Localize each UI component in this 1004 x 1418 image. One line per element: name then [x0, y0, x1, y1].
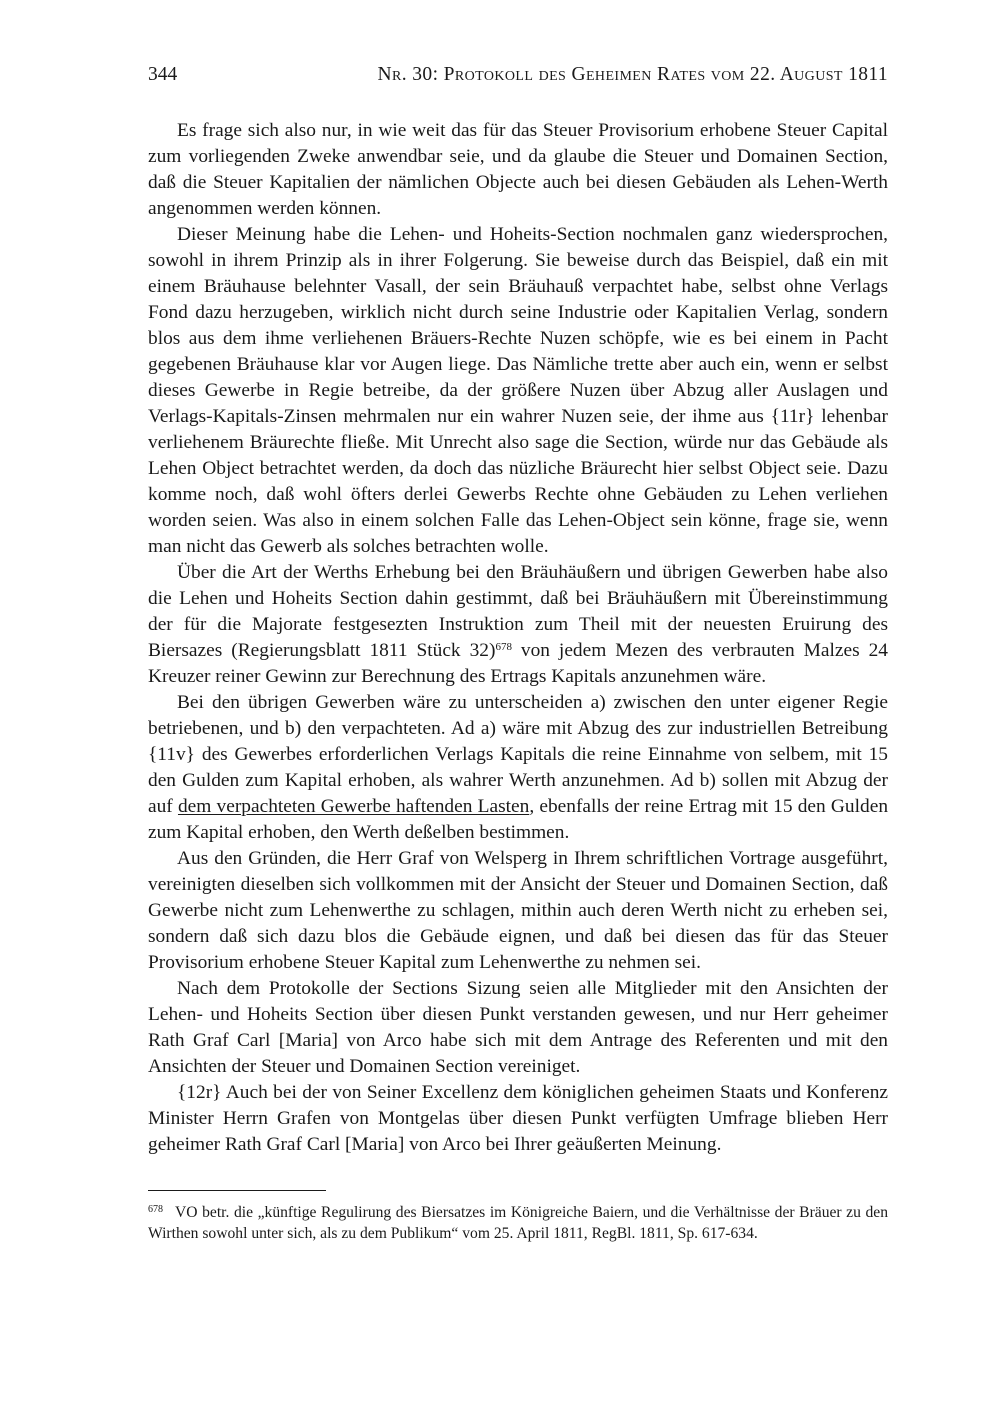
footnote-reference: 678 — [495, 641, 512, 653]
running-title: Nr. 30: Protokoll des Geheimen Rates vom 22. August 1811 — [377, 64, 888, 85]
body-text — [148, 118, 888, 1158]
paragraph-4-text-b: , ebenfalls der reine Ertrag mit 15 den Gulden zum Kapital erhoben, den Werth deßelben bestimmen. — [148, 796, 889, 843]
paragraph-5: Aus den Gründen, die Herr Graf von Welsperg in Ihrem schriftlichen Vortrage ausgeführt, vereinigten dieselben sich vollkommen mit der Ansicht der Steuer und Domainen Section, daß Gewerbe nicht zum Lehenwerthe zu schlagen, mithin auch deren Werth nicht zu erheben sei, sondern daß sich dazu blos die Gebäude eignen, und daß bei diesen das für das Steuer Provisorium erhobene Steuer Kapital zum Lehenwerthe zu nehmen sei. — [148, 848, 888, 973]
page-header — [148, 64, 888, 94]
paragraph-7: {12r} Auch bei der von Seiner Excellenz dem königlichen geheimen Staats und Konferenz Minister Herrn Grafen von Montgelas über diesen Punkt verfügten Umfrage blieben Herr geheimer Rath Graf Carl [Maria] von Arco bei Ihrer geäußerten Meinung. — [148, 1082, 888, 1155]
paragraph-2: Dieser Meinung habe die Lehen- und Hoheits-Section nochmalen ganz wiedersprochen, sowohl in ihrem Prinzip als in ihrer Folgerung. Sie beweise durch das Beispiel, daß ein mit einem Bräuhause belehnter Vasall, der sein Bräuhauß verpachtet habe, selbst ohne Verlags Fond dazu herzugeben, wirklich nicht durch seine Industrie oder Kapitalien Verlag, sondern blos aus dem ihme verliehenen Bräuers-Rechte Nuzen schöpfe, wie es bei einem in Pacht gegebenen Bräuhause klar vor Augen liege. Das Nämliche trette aber auch ein, wenn er selbst dieses Gewerbe in Regie betreibe, da der größere Nuzen über Abzug aller Auslagen und Verlags-Kapitals-Zinsen mehrmalen nur ein wahrer Nuzen seie, der ihme aus {11r} lehenbar verliehenem Bräurechte fließe. Mit Unrecht also sage die Section, würde nur das Gebäude als Lehen Object betrachtet werden, da doch das nüzliche Bräurecht hier selbst Object seie. Dazu komme noch, daß wohl öfters derlei Gewerbs Rechte ohne Gebäuden zu Lehen verliehen worden seien. Was also in einem solchen Falle das Lehen-Object sein könne, frage sie, wenn man nicht das Gewerb als solches betrachten wolle. — [148, 224, 888, 557]
paragraph-3 — [148, 560, 888, 690]
footnote-number: 678 — [148, 1204, 163, 1215]
page-number: 344 — [148, 64, 178, 85]
underlined-phrase: dem verpachteten Gewerbe haftenden Lasten — [177, 796, 530, 817]
paragraph-1: Es frage sich also nur, in wie weit das für das Steuer Provisorium erhobene Steuer Capital zum vorliegenden Zweke anwendbar seie, und da glaube die Steuer und Domainen Section, daß die Steuer Kapitalien der nämlichen Objecte auch bei diesen Gebäuden als Lehen-Werth angenommen werden können. — [148, 120, 888, 219]
paragraph-4 — [148, 690, 888, 846]
paragraph-3-text-b: von jedem Mezen des verbrauten Malzes 24 Kreuzer reiner Gewinn zur Berechnung des Ertrags Kapitals anzunehmen wäre. — [148, 640, 888, 687]
footnote-text: VO betr. die „künftige Regulirung des Biersatzes im Königreiche Baiern, und die Verhältnisse der Bräuer zu den Wirthen sowohl unter sich, als zu dem Publikum“ vom 25. April 1811, RegBl. 1811, Sp. 617-634. — [148, 1204, 888, 1242]
footnote-divider — [148, 1190, 326, 1191]
paragraph-6: Nach dem Protokolle der Sections Sizung seien alle Mitglieder mit den Ansichten der Lehen- und Hoheits Section über diesen Punkt verstanden gewesen, und nur Herr geheimer Rath Graf Carl [Maria] von Arco habe sich mit dem Antrage des Referenten und mit den Ansichten der Steuer und Domainen Section vereiniget. — [148, 978, 888, 1077]
footnote — [148, 1202, 888, 1244]
paragraph-4-text-a: Bei den übrigen Gewerben wäre zu unterscheiden a) zwischen den unter eigener Regie betriebenen, und b) den verpachteten. Ad a) wäre mit Abzug des zur industriellen Betreibung {11v} des Gewerbes erforderlichen Verlags Kapitals die reine Einnahme von selbem, mit 15 den Gulden zum Kapital erhoben, als wahrer Werth anzunehmen. Ad b) sollen mit Abzug der auf — [148, 692, 888, 817]
paragraph-3-text-a: Über die Art der Werths Erhebung bei den Bräuhäußern und übrigen Gewerben habe also die Lehen und Hoheits Section dahin gestimmt, daß bei Bräuhäußern mit Übereinstimmung der für die Majorate festgesezten Instruktion zum Theil mit der neuesten Eruirung des Biersazes (Regierungsblatt 1811 Stück 32) — [148, 562, 888, 661]
